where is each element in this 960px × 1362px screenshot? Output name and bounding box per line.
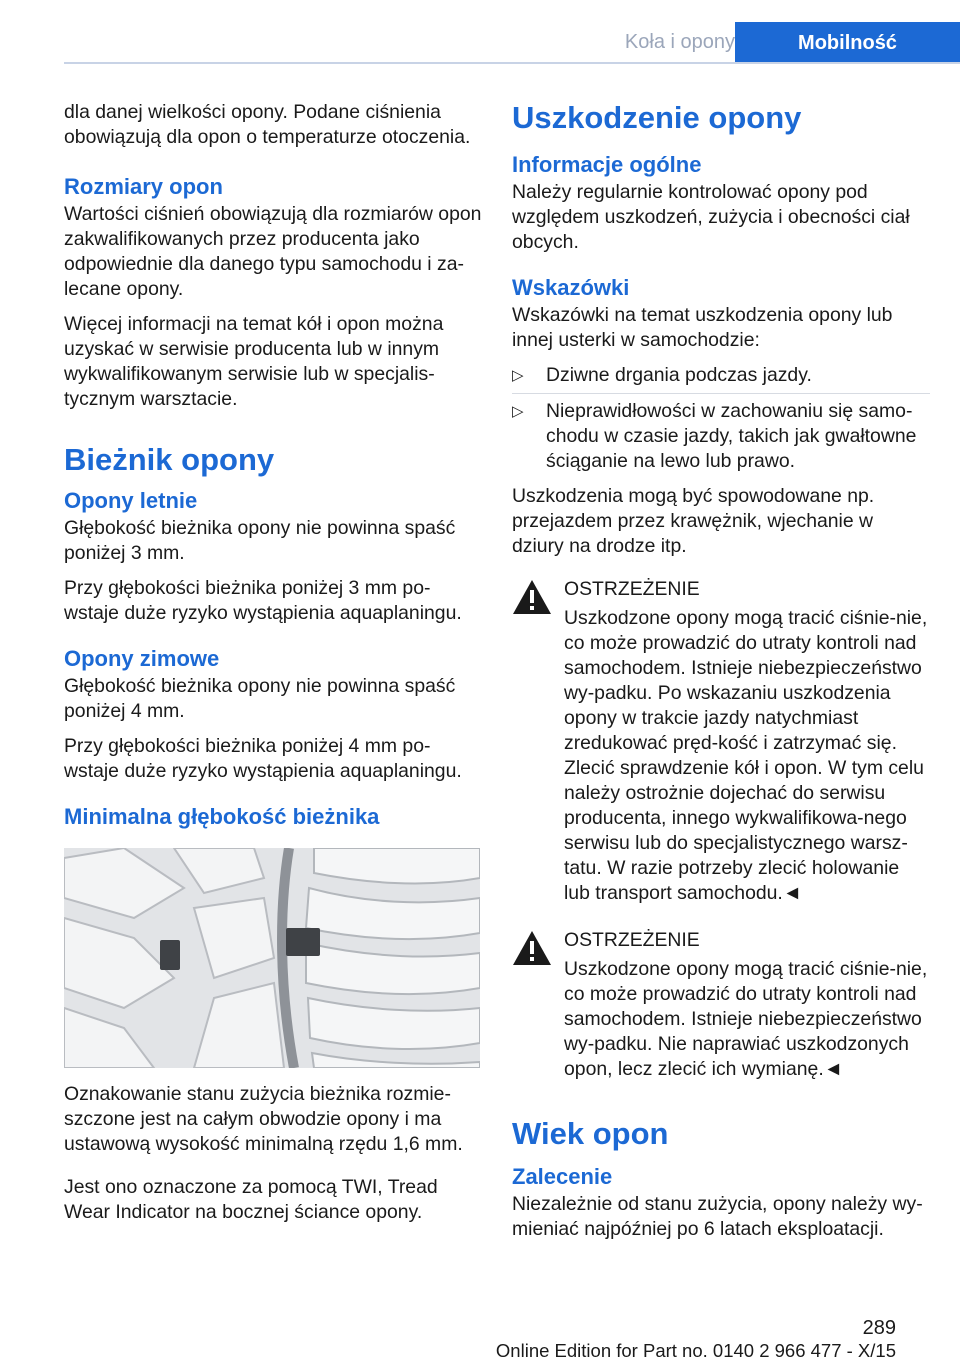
sizes-paragraph-1: Wartości ciśnień obowiązują dla rozmiarów opon zakwalifikowanych przez producenta jako odpowiednie dla danego typu samochodu i za‐lecane opony. <box>64 203 482 300</box>
minimum-paragraph-2: Jest ono oznaczone za pomocą TWI, Tread Wear Indicator na bocznej ściance opony. <box>64 1176 438 1223</box>
left-column <box>64 100 482 1235</box>
hints-list <box>512 363 930 474</box>
warning-triangle-icon <box>512 930 552 966</box>
wear-indicator-mark-right <box>286 928 320 956</box>
general-heading: Informacje ogólne <box>512 152 702 177</box>
warning-text: Uszkodzone opony mogą tracić ciśnie‐nie, co może prowadzić do utraty kontroli nad samochodem. Istnieje niebezpieczeństwo wy‐padku. Po wskazaniu uszkodzenia opony w trakcie jazdy natychmiast zredukować pręd‐kość i zatrzymać się. Zlecić sprawdzenie kół i opon. W tym celu należy ostrożnie dojechać do serwisu producenta, innego wykwalifikowa‐nego serwisu lub do specjalistycznego warsz‐tatu. W razie potrzeby zlecić holowanie lub transport samochodu.◄ <box>564 607 928 904</box>
sizes-heading: Rozmiary opon <box>64 174 223 199</box>
intro-paragraph: dla danej wielkości opony. Podane ciśnienia obowiązują dla opon o temperaturze otoczenia. <box>64 101 471 148</box>
list-item-text: Dziwne drgania podczas jazdy. <box>546 364 812 386</box>
hints-paragraph-1: Wskazówki na temat uszkodzenia opony lub innej usterki w samochodzie: <box>512 304 893 351</box>
summer-heading: Opony letnie <box>64 488 198 513</box>
recommendation-paragraph: Niezależnie od stanu zużycia, opony należy wy‐mieniać najpóźniej po 6 latach eksploatacji. <box>512 1193 923 1240</box>
tire-tread-illustration <box>64 848 480 1068</box>
tread-heading: Bieżnik opony <box>64 442 275 477</box>
age-heading: Wiek opon <box>512 1116 669 1151</box>
warning-text: Uszkodzone opony mogą tracić ciśnie‐nie, co może prowadzić do utraty kontroli nad samochodem. Istnieje niebezpieczeństwo wy‐padku. Nie naprawiać uszkodzonych opon, lecz zlecić ich wymianę.◄ <box>564 958 928 1080</box>
hints-paragraph-2: Uszkodzenia mogą być spowodowane np. przejazdem przez krawężnik, wjechanie w dziury na drodze itp. <box>512 485 875 557</box>
header-divider <box>64 62 960 64</box>
warning-block-1 <box>512 577 930 906</box>
page-number: 289 <box>862 1317 896 1339</box>
winter-heading: Opony zimowe <box>64 646 220 671</box>
list-item <box>512 363 930 388</box>
summer-paragraph-1: Głębokość bieżnika opony nie powinna spaść poniżej 3 mm. <box>64 517 456 564</box>
minimum-heading: Minimalna głębokość bieżnika <box>64 804 380 829</box>
winter-paragraph-1: Głębokość bieżnika opony nie powinna spaść poniżej 4 mm. <box>64 675 456 722</box>
warning-title: OSTRZEŻENIE <box>564 578 700 600</box>
warning-title: OSTRZEŻENIE <box>564 929 700 951</box>
minimum-paragraph-1: Oznakowanie stanu zużycia bieżnika rozmie‐szczone jest na całym obwodzie opony i ma ustawową wysokość minimalną rzędu 1,6 mm. <box>64 1083 463 1155</box>
warning-block-2 <box>512 928 930 1082</box>
triangle-right-icon: ▷ <box>512 367 524 384</box>
sizes-paragraph-2: Więcej informacji na temat kół i opon można uzyskać w serwisie producenta lub w innym wykwalifikowanym serwisie lub w specjalis‐tycznym warsztacie. <box>64 313 444 410</box>
triangle-right-icon: ▷ <box>512 403 524 420</box>
summer-paragraph-2: Przy głębokości bieżnika poniżej 3 mm po‐wstaje duże ryzyko wystąpienia aquaplaningu. <box>64 577 462 624</box>
section-tab: Koła i opony <box>624 31 735 53</box>
right-column <box>512 100 930 1252</box>
winter-paragraph-2: Przy głębokości bieżnika poniżej 4 mm po‐wstaje duże ryzyko wystąpienia aquaplaningu. <box>64 735 462 782</box>
edition-text: Online Edition for Part no. 0140 2 966 477 - X/15 <box>495 1340 896 1361</box>
hints-heading: Wskazówki <box>512 275 630 300</box>
list-item-text: Nieprawidłowości w zachowaniu się samo‐chodu w czasie jazdy, takich jak gwałtowne ściąganie na lewo lub prawo. <box>546 400 917 472</box>
warning-triangle-icon <box>512 579 552 615</box>
recommendation-heading: Zalecenie <box>512 1164 613 1189</box>
tread-wear-indicator-image <box>64 848 480 1068</box>
wear-indicator-mark-left <box>160 940 180 970</box>
list-item <box>512 393 930 474</box>
general-paragraph: Należy regularnie kontrolować opony pod względem uszkodzeń, zużycia i obecności ciał obcych. <box>512 181 910 253</box>
damage-heading: Uszkodzenie opony <box>512 100 802 135</box>
chapter-tab: Mobilność <box>735 22 960 64</box>
